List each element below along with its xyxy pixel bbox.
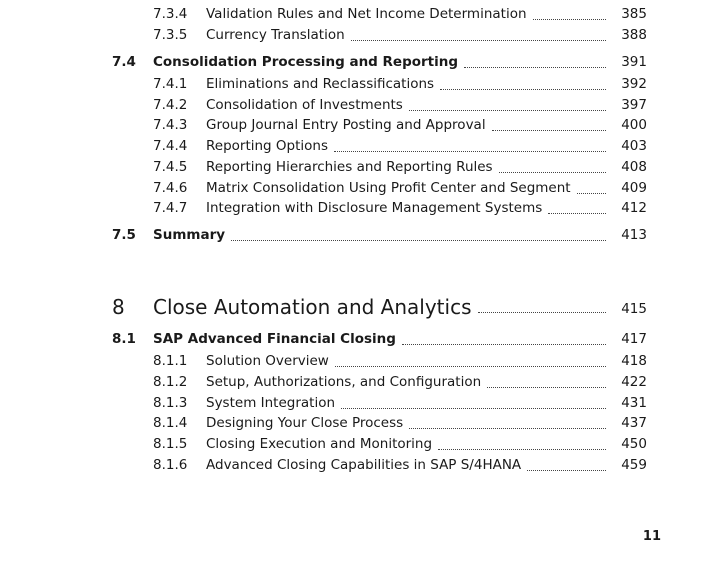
entry-title: Matrix Consolidation Using Profit Center and Segment — [206, 180, 571, 196]
entry-title: Validation Rules and Net Income Determination — [206, 6, 527, 22]
toc-entry-7-4-3 — [0, 114, 722, 134]
entry-number: 7.3.4 — [153, 6, 188, 22]
entry-page: 459 — [621, 457, 647, 473]
toc-entry-7-5 — [0, 224, 722, 244]
entry-title: Integration with Disclosure Management Systems — [206, 200, 543, 216]
dot-leader — [499, 172, 606, 173]
entry-number: 7.4 — [112, 54, 136, 70]
toc-entry-7-4-4 — [0, 135, 722, 155]
entry-title: Designing Your Close Process — [206, 415, 404, 431]
dot-leader — [335, 366, 606, 367]
dot-leader — [440, 89, 606, 90]
entry-number: 7.4.2 — [153, 97, 188, 113]
entry-title: Consolidation of Investments — [206, 97, 403, 113]
entry-page: 392 — [621, 76, 647, 92]
entry-number: 8.1.5 — [153, 436, 188, 452]
entry-page: 415 — [621, 301, 647, 317]
toc-entry-7-3-4 — [0, 3, 722, 23]
dot-leader — [577, 193, 606, 194]
entry-number: 8.1.6 — [153, 457, 188, 473]
entry-page: 409 — [621, 180, 647, 196]
dot-leader — [341, 408, 606, 409]
entry-page: 408 — [621, 159, 647, 175]
dot-leader — [409, 428, 606, 429]
dot-leader — [464, 67, 606, 68]
toc-entry-8-1-1 — [0, 350, 722, 370]
entry-page: 397 — [621, 97, 647, 113]
entry-title: Advanced Closing Capabilities in SAP S/4HANA — [206, 457, 522, 473]
entry-title: Group Journal Entry Posting and Approval — [206, 117, 486, 133]
entry-title: Summary — [153, 227, 226, 243]
entry-page: 413 — [621, 227, 647, 243]
dot-leader — [527, 470, 606, 471]
entry-number: 8.1.1 — [153, 353, 188, 369]
toc-entry-8-1 — [0, 328, 722, 348]
toc-entry-7-4-2 — [0, 94, 722, 114]
entry-number: 7.4.1 — [153, 76, 188, 92]
entry-title: Setup, Authorizations, and Configuration — [206, 374, 482, 390]
dot-leader — [231, 240, 606, 241]
toc-entry-7-4-5 — [0, 156, 722, 176]
toc-entry-7-4 — [0, 51, 722, 71]
entry-title: Reporting Options — [206, 138, 329, 154]
toc-entry-8-1-3 — [0, 392, 722, 412]
entry-number: 8.1 — [112, 331, 136, 347]
toc-entry-8-1-5 — [0, 433, 722, 453]
entry-page: 417 — [621, 331, 647, 347]
toc-entry-7-4-7 — [0, 197, 722, 217]
dot-leader — [409, 110, 606, 111]
toc-entry-8-1-2 — [0, 371, 722, 391]
entry-number: 8.1.2 — [153, 374, 188, 390]
dot-leader — [487, 387, 606, 388]
entry-title: SAP Advanced Financial Closing — [153, 331, 396, 347]
entry-number: 7.4.5 — [153, 159, 188, 175]
entry-number: 7.4.4 — [153, 138, 188, 154]
entry-page: 400 — [621, 117, 647, 133]
entry-page: 422 — [621, 374, 647, 390]
entry-number: 7.4.6 — [153, 180, 188, 196]
entry-number: 7.4.3 — [153, 117, 188, 133]
dot-leader — [402, 344, 606, 345]
dot-leader — [438, 449, 606, 450]
entry-page: 385 — [621, 6, 647, 22]
toc-entry-7-3-5 — [0, 24, 722, 44]
toc-entry-7-4-1 — [0, 73, 722, 93]
entry-page: 403 — [621, 138, 647, 154]
dot-leader — [351, 40, 606, 41]
toc-chapter-8 — [0, 293, 722, 325]
entry-page: 450 — [621, 436, 647, 452]
toc-entry-8-1-4 — [0, 412, 722, 432]
entry-page: 431 — [621, 395, 647, 411]
entry-number: 8.1.3 — [153, 395, 188, 411]
entry-page: 388 — [621, 27, 647, 43]
entry-title: Currency Translation — [206, 27, 345, 43]
entry-page: 412 — [621, 200, 647, 216]
entry-title: Consolidation Processing and Reporting — [153, 54, 459, 70]
chapter-number: 8 — [112, 295, 125, 319]
dot-leader — [548, 213, 606, 214]
entry-title: System Integration — [206, 395, 336, 411]
entry-number: 8.1.4 — [153, 415, 188, 431]
toc-entry-7-4-6 — [0, 177, 722, 197]
entry-title: Closing Execution and Monitoring — [206, 436, 433, 452]
page-number: 11 — [642, 529, 661, 544]
entry-page: 391 — [621, 54, 647, 70]
entry-number: 7.4.7 — [153, 200, 188, 216]
entry-page: 418 — [621, 353, 647, 369]
entry-title: Solution Overview — [206, 353, 329, 369]
toc-entry-8-1-6 — [0, 454, 722, 474]
entry-page: 437 — [621, 415, 647, 431]
dot-leader — [533, 19, 606, 20]
dot-leader — [478, 312, 606, 313]
chapter-title: Close Automation and Analytics — [153, 295, 472, 319]
entry-title: Reporting Hierarchies and Reporting Rules — [206, 159, 493, 175]
entry-number: 7.5 — [112, 227, 136, 243]
dot-leader — [492, 130, 606, 131]
entry-title: Eliminations and Reclassifications — [206, 76, 435, 92]
entry-number: 7.3.5 — [153, 27, 188, 43]
dot-leader — [334, 151, 606, 152]
